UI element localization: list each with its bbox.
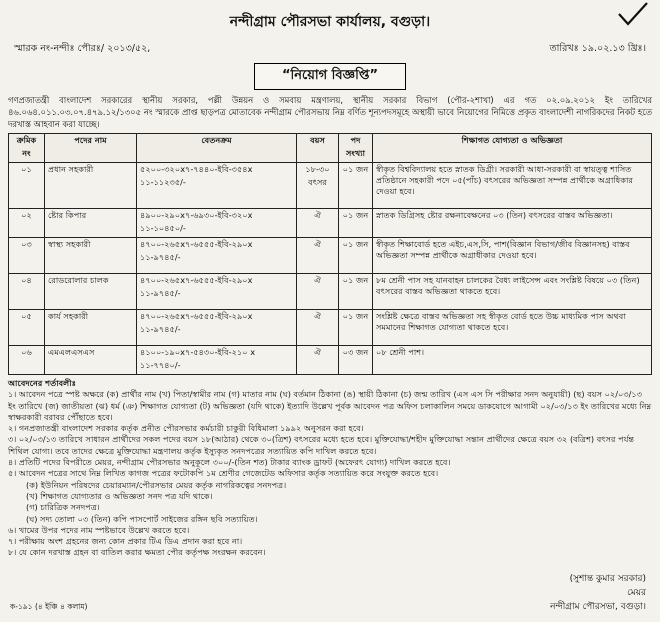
- col-header-requirement: শিক্ষাগত যোগ্যতা ও অভিজ্ঞতা: [373, 134, 652, 163]
- condition-item: ৪। প্রতিটি পদের বিপরীতে মেয়র, নন্দীগ্রাম পৌরসভার অনুকূলে ৩০০/-(তিন শত) টাকার ব্যাংক ড্রাফট (অফেরৎ যোগ্য) দাখিল করতে হবে।: [8, 457, 451, 468]
- col-header-serial: ক্রমিক নং: [9, 134, 45, 163]
- condition-subitem: (ঘ) সদ্য তোলা ০৩ (তিন) কপি পাসপোর্ট সাইজের রঙ্গিন ছবি সত্যায়িত।: [26, 513, 258, 524]
- condition-item: ২। গনপ্রজাতন্ত্রী বাংলাদেশ সরকার কর্তৃক প্রনীত পৌরসভার কর্মচারী চাকুরী বিধিমালা ১৯৯২ অনুসরন করা হবে।: [8, 423, 364, 434]
- col-header-count: পদ সংখ্যা: [339, 134, 373, 163]
- cell-post: এমএলএসএস: [45, 346, 137, 375]
- conditions-title: আবেদনের শর্তাবলীঃ: [8, 378, 76, 388]
- signatory-role: মেয়র: [627, 588, 646, 598]
- table-header-row: [9, 134, 652, 163]
- cell-scale: ৪১০০-১৯০x৭-৫৪৩০-ইবি-২১০ x ১১-৭৭৪০/-: [137, 346, 297, 375]
- cell-post: স্বাস্থ্য সহকারী: [45, 238, 137, 274]
- col-header-age: বয়স: [297, 134, 339, 163]
- cell-age: ঐ: [297, 346, 339, 375]
- cell-scale: ৫২০০-৩২০x৭-৭৪৪০-ইবি-৩৫৪x ১১-১১২৩৫/-: [137, 163, 297, 209]
- cell-age: ঐ: [297, 209, 339, 238]
- cell-count: ০১ জন: [339, 310, 373, 346]
- conditions-section: [8, 378, 652, 559]
- cell-serial: ০১: [9, 163, 45, 209]
- col-header-post: পদের নাম: [45, 134, 137, 163]
- reference-row: [8, 42, 652, 57]
- condition-subitem: (খ) শিক্ষাগত যোগ্যতার ও অভিজ্ঞতা সনদ পত্র যদি থাকে।: [26, 490, 213, 501]
- cell-serial: ০২: [9, 209, 45, 238]
- cell-count: ০৩ জন: [339, 346, 373, 375]
- office-heading: নন্দীগ্রাম পৌরসভা কার্যালয়, বগুড়া।: [229, 14, 431, 30]
- vacancy-table: [8, 133, 652, 375]
- cell-post: রোডরোলার চালক: [45, 274, 137, 310]
- cell-age: ঐ: [297, 274, 339, 310]
- condition-item: ৩। ০২/০৩/১৩ তারিখে সাধারন প্রার্থীদের সকল পদের বয়স ১৮(আঠার) থেকে ৩০(ত্রিশ) বৎসরের মধ্যে হতে হবে। মুক্তিযোদ্ধা/শহীদ মুক্তিযোদ্ধা সন্তান প্রার্থীদের ক্ষেত্রে বয়স ৩২ (বত্রিশ) বৎসর পর্যন্ত শিথিল যোগ্য। তবে তাদের ক্ষেত্রে মুক্তিযোদ্ধা মন্ত্রণালয় কর্তৃক ইস্যুকৃত সনদপত্রের সত্যায়িত কপি দাখিল করতে হবে।: [8, 434, 635, 456]
- cell-requirement: স্নাতক ডিগ্রিসহ ষ্টোর রক্ষনাবেক্ষনের ০৩ (তিন) বৎসরের বাস্তব অভিজ্ঞতা।: [373, 209, 652, 238]
- signature-block: [550, 572, 646, 614]
- table-row: [9, 274, 652, 310]
- cell-serial: ০৬: [9, 346, 45, 375]
- cell-count: ০১ জন: [339, 209, 373, 238]
- cell-scale: ৪৯০০-২৯০x৭-৬৯৩০-ইবি-৩২০x ১১-১০৪৫০/-: [137, 209, 297, 238]
- cell-post: ষ্টোর কিপার: [45, 209, 137, 238]
- cell-requirement: সংশ্লিষ্ট ক্ষেত্রে বাস্তব অভিজ্ঞতা সহ স্বীকৃত বোর্ড হতে উচ্চ মাধ্যমিক পাস অথবা সমমানের শিক্ষাগত যোগ্যতা থাকতে হবে।: [373, 310, 652, 346]
- table-row: [9, 238, 652, 274]
- memo-number: স্মারক নং-নন্দীঃ পৌরঃ/ ২০১৩/৫২,: [14, 43, 151, 54]
- cell-scale: ৪৭০০-২৬৫x৭-৬৫৫৫-ইবি-২৯০x ১১-৯৭৪৫/-: [137, 310, 297, 346]
- cell-scale: ৪৭০০-২৬৫x৭-৬৫৫৫-ইবি-২৯০x ১১-৯৭৪৫/-: [137, 238, 297, 274]
- condition-item: ৭। পরীক্ষায় অংশ গ্রহনের জন্য কোন প্রকার টিএ ডিএ প্রদান করা হবে না।: [8, 536, 243, 547]
- signatory-org: নন্দীগ্রাম পৌরসভা, বগুড়া।: [550, 602, 646, 612]
- cell-serial: ০৪: [9, 274, 45, 310]
- intro-paragraph: গণপ্রজাতন্ত্রী বাংলাদেশ সরকারের স্থানীয় সরকার, পল্লী উন্নয়ন ও সমবায় মন্ত্রণালয়, স্থানীয় সরকার বিভাগ (পৌর-২শাখা) এর গত ০২.০৯.২০১২ ইং তারিখের ৪৬.০৬৪.০১১.০৩.০৭.৪৭৯.১২/১৩০৫ নং স্মারকে প্রাপ্ত ছাড়পত্র মোতাবেক নন্দীগ্রাম পৌরসভায় নিম্ন বর্ণিত শূন্যপদসমূহে অস্থায়ী ভাবে নিয়োগের নিমিত্তে প্রকৃত বাংলাদেশী নাগরিকদের নিকট হতে দরখাস্ত আহবান করা যাচ্ছে।: [8, 95, 652, 129]
- condition-item: ৫। আবেদন পত্রের সাথে নিম্ন লিখিত কাগজ পত্রের ফটোকপি ১ম শ্রেণীর গেজেটেড অফিসার কর্তৃক সত্যায়িত করে সংযুক্ত করতে হবে।: [8, 468, 439, 479]
- cell-scale: ৪৭০০-২৬৫x৭-৬৫৫৫-ইবি-২৯০x ১১-৯৭৪৫/-: [137, 274, 297, 310]
- table-row: [9, 310, 652, 346]
- condition-subitem: (গ) চারিত্রিক সনদপত্র।: [26, 502, 100, 513]
- cell-count: ০১ জন: [339, 163, 373, 209]
- cell-requirement: স্বীকৃত শিক্ষাবোর্ড হতে এইচ,এস,সি, পাশ(বিজ্ঞান বিভাগ/জীব বিজ্ঞানসহ) বাস্তব অভিজ্ঞতা সম্পন্ন প্রার্থীকে অগ্রাধীকার দেওয়া হবে।: [373, 238, 652, 274]
- notice-date: তারিখঃ ১৯.০২.১৩ খ্রিঃ।: [549, 43, 646, 54]
- cell-count: ০১ জন: [339, 238, 373, 274]
- cell-age: ঐ: [297, 238, 339, 274]
- col-header-scale: বেতনক্রম: [137, 134, 297, 163]
- condition-item: ৬। খামের উপর পদের নাম স্পষ্টভাবে উল্লেখ করতে হবে।: [8, 524, 190, 535]
- print-code: ক-১৯১ (৪ ইঞ্চি ৪ কলাম): [10, 602, 88, 611]
- table-row: [9, 163, 652, 209]
- condition-item: ৮। যে কোন দরখাস্ত গ্রহন বা বাতিল করার ক্ষমতা পৌর কর্তৃপক্ষ সংরক্ষন করবেন।: [8, 547, 266, 558]
- cell-post: প্রধান সহকারী: [45, 163, 137, 209]
- cell-requirement: স্বীকৃত বিশ্ববিদ্যালয় হতে স্নাতক ডিগ্রী। সরকারী আধা-সরকারী বা স্বায়ত্ত্ব শাসিত প্রতিষ্ঠানে সহকারী পদে ০৫(পাঁচ) বৎসরের অভিজ্ঞতা সম্পন্ন প্রার্থীকে অগ্রাধিকার দেওয়া হবে।: [373, 163, 652, 209]
- checkmark-icon: [616, 0, 650, 28]
- cell-serial: ০৫: [9, 310, 45, 346]
- cell-age: ঐ: [297, 310, 339, 346]
- cell-requirement: ০৮ শ্রেনী পাশ।: [373, 346, 652, 375]
- signatory-name: (সুশান্ত কুমার সরকার): [569, 574, 646, 584]
- cell-serial: ০৩: [9, 238, 45, 274]
- table-row: [9, 346, 652, 375]
- cell-age: ১৮-৩০ বৎসর: [297, 163, 339, 209]
- cell-count: ০১ জন: [339, 274, 373, 310]
- table-row: [9, 209, 652, 238]
- cell-post: কার্য সহকারী: [45, 310, 137, 346]
- cell-requirement: ৮ম শ্রেনী পাস সহ যানবাহন চালকের বৈধ্য লাইসেন্স এবং সংশ্লিষ্ট বিষয়ে ০৩ (তিন) বৎসরের বাস্তব অভিজ্ঞতা থাকতে হবে।: [373, 274, 652, 310]
- condition-subitem: (ক) ইউনিয়ন পরিষদের চেয়ারম্যান/পৌরসভার মেয়র কর্তৃক নাগরিকত্বের সনদপত্র।: [26, 479, 287, 490]
- condition-item: ১। আবেদন পত্রে স্পষ্ট অক্ষরে (ক) প্রার্থীর নাম (খ) পিতা/স্বামীর নাম (গ) মাতার নাম (ঘ) বর্তমান ঠিকানা (ঙ) স্থায়ী ঠিকানা (চ) জন্ম তারিখ (এস এস সি পরীক্ষার সনদ অনুযায়ী) (ছ) বয়স ০২/০৩/১৩ ইং তারিখে (জ) জাতীয়তা (ঝ) ধর্ম (ঞ) শিক্ষাগত যোগ্যতা (ট) অভিজ্ঞতা (যদি থাকে) ইত্যাদি উল্লেখ পূর্বক আবেদন পত্র অফিস চলাকালিন সময়ে ডাকযোগে আগামী ০২/০৩/১৩ ইং তারিখের মধ্যে নিম্ন স্বাক্ষরকারী বরাবর পৌঁছাতে হবে।: [8, 389, 652, 422]
- notice-title: “নিয়োগ বিজ্ঞপ্তি”: [254, 63, 406, 90]
